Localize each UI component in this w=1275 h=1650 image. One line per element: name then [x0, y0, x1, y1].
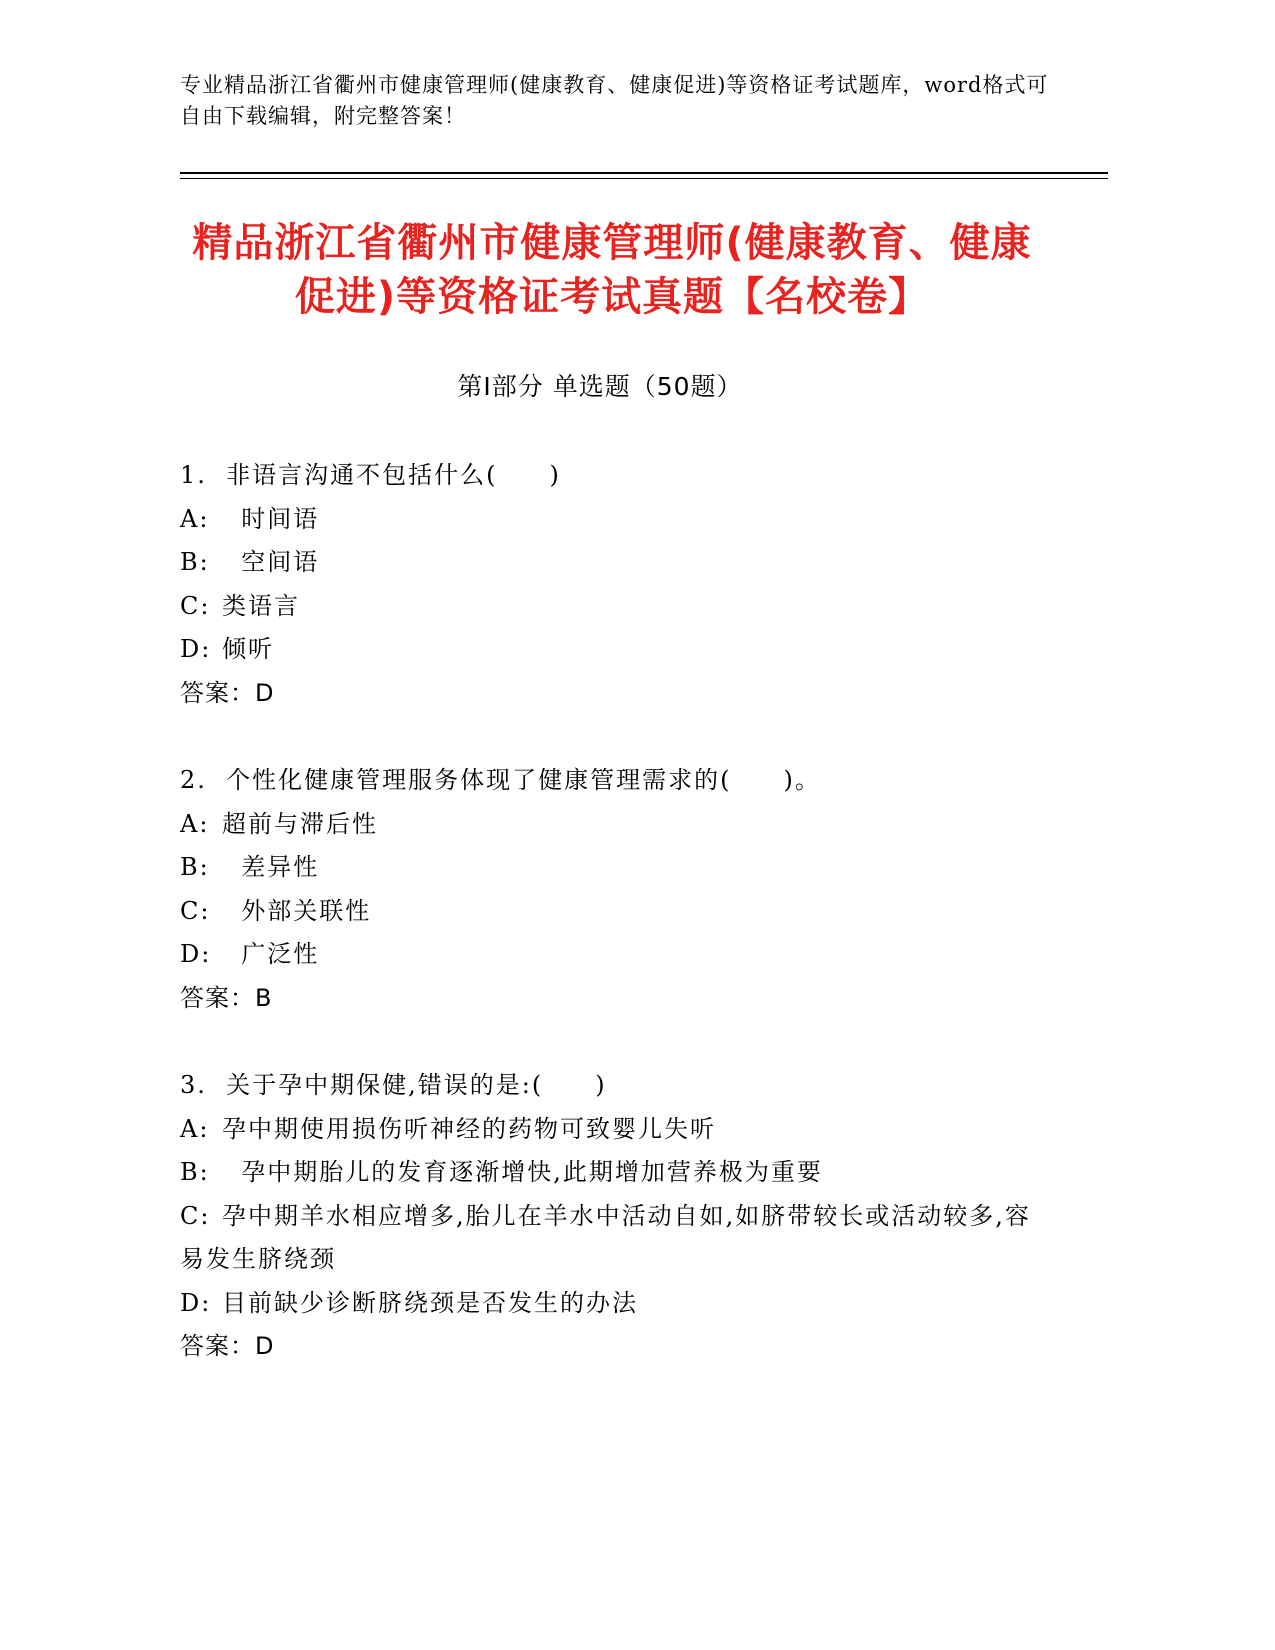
- option-letter: A:: [180, 504, 210, 533]
- option-letter: C:: [180, 1201, 211, 1230]
- option-letter: D:: [180, 1288, 212, 1317]
- question-number: 3.: [180, 1071, 207, 1099]
- option-letter: D:: [180, 635, 212, 663]
- option-b: [180, 1151, 1040, 1195]
- answer: 答案：B: [180, 983, 273, 1012]
- question-stem: [180, 759, 1040, 803]
- header-note: 专业精品浙江省衢州市健康管理师(健康教育、健康促进)等资格证考试题库，word格式可自由下载编辑，附完整答案！: [180, 73, 1049, 128]
- document-title: 精品浙江省衢州市健康管理师(健康教育、健康促进)等资格证考试真题【名校卷】: [192, 220, 1032, 320]
- question-text: 关于孕中期保健,错误的是:( ): [226, 1071, 607, 1099]
- question-stem: [180, 1064, 1040, 1108]
- answer: 答案：D: [180, 1332, 275, 1360]
- option-letter: B:: [180, 853, 210, 881]
- option-d: [180, 628, 1040, 672]
- option-c: [180, 1195, 1040, 1282]
- question-1: [180, 454, 1040, 715]
- option-c: [180, 585, 1040, 629]
- header-divider-thin: [180, 178, 1108, 179]
- option-letter: C:: [180, 591, 211, 620]
- option-text: 外部关联性: [222, 896, 372, 925]
- question-text: 个性化健康管理服务体现了健康管理需求的( )。: [226, 766, 821, 794]
- option-letter: C:: [180, 896, 211, 925]
- option-text: 差异性: [222, 853, 320, 881]
- question-2: [180, 759, 1040, 1020]
- option-text: 类语言: [222, 591, 300, 620]
- option-a: [180, 803, 1040, 847]
- option-letter: B:: [180, 1158, 210, 1186]
- option-b: [180, 541, 1040, 585]
- question-stem: [180, 454, 1040, 498]
- option-d: [180, 1282, 1040, 1326]
- question-3: [180, 1064, 1040, 1369]
- option-text: 广泛性: [222, 940, 320, 968]
- option-text: 孕中期羊水相应增多,胎儿在羊水中活动自如,如脐带较长或活动较多,容易发生脐绕颈: [180, 1201, 1031, 1273]
- option-b: [180, 846, 1040, 890]
- option-text: 孕中期胎儿的发育逐渐增快,此期增加营养极为重要: [222, 1158, 823, 1186]
- header-divider-thick: [180, 172, 1108, 174]
- question-text: 非语言沟通不包括什么( ): [226, 461, 561, 489]
- question-number: 1.: [180, 461, 207, 489]
- option-a: [180, 498, 1040, 542]
- question-number: 2.: [180, 766, 207, 794]
- option-letter: A:: [180, 1114, 210, 1143]
- option-letter: B:: [180, 548, 210, 576]
- option-letter: A:: [180, 809, 210, 838]
- option-text: 孕中期使用损伤听神经的药物可致婴儿失听: [222, 1114, 716, 1143]
- option-text: 时间语: [222, 504, 320, 533]
- option-letter: D:: [180, 940, 212, 968]
- option-text: 倾听: [222, 635, 274, 663]
- section-title: 第Ⅰ部分 单选题（50题）: [457, 372, 743, 401]
- option-c: [180, 890, 1040, 934]
- option-a: [180, 1108, 1040, 1152]
- option-d: [180, 933, 1040, 977]
- answer: 答案：D: [180, 678, 275, 707]
- option-text: 超前与滞后性: [222, 809, 378, 838]
- option-text: 目前缺少诊断脐绕颈是否发生的办法: [222, 1288, 638, 1317]
- option-text: 空间语: [222, 548, 320, 576]
